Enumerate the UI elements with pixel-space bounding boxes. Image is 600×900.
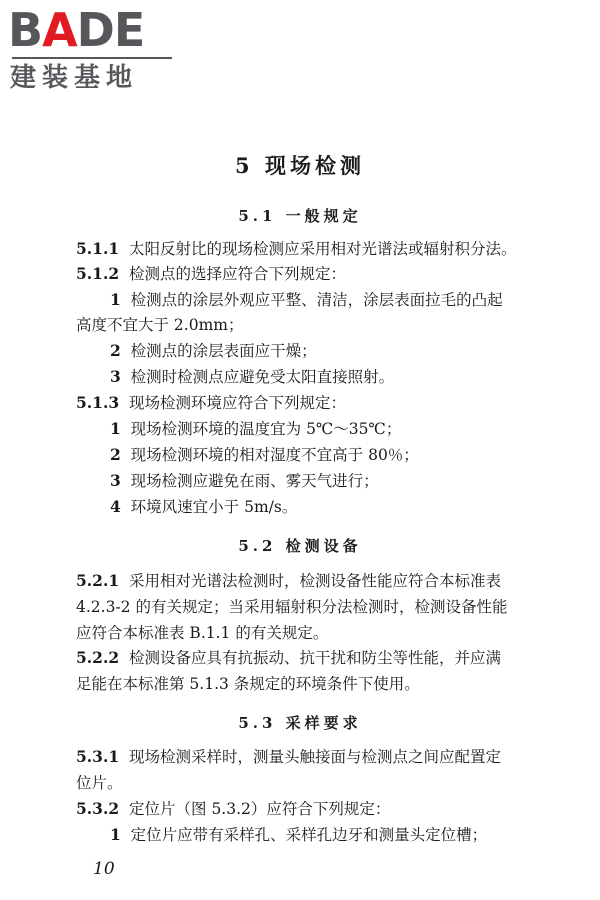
bade-logo (8, 5, 178, 93)
item-line: 4 环境风速宜小于 5m/s。 (110, 497, 298, 516)
continuation-line: 位片。 (76, 774, 123, 792)
item-line: 3 现场检测应避免在雨、雾天气进行； (110, 471, 379, 490)
clause-line: 5.2.1 采用相对光谱法检测时，检测设备性能应符合本标准表 (76, 571, 502, 590)
item-line: 2 现场检测环境的相对湿度不宜高于 80％； (110, 445, 419, 464)
continuation-line: 足能在本标准第 5.1.3 条规定的环境条件下使用。 (76, 675, 420, 693)
section-title: 5.3 采样要求 (238, 714, 362, 732)
item-line: 3 检测时检测点应避免受太阳直接照射。 (110, 367, 395, 386)
clause-line: 5.1.3 现场检测环境应符合下列规定： (76, 393, 347, 412)
section-title: 5.2 检测设备 (238, 537, 362, 555)
section-title: 5.1 一般规定 (238, 207, 362, 225)
clause-line: 5.2.2 检测设备应具有抗振动、抗干扰和防尘等性能，并应满 (76, 648, 502, 667)
item-line: 1 现场检测环境的温度宜为 5℃～35℃； (110, 419, 402, 438)
item-line: 1 检测点的涂层外观应平整、清洁，涂层表面拉毛的凸起 (110, 290, 503, 309)
clause-line: 5.1.1 太阳反射比的现场检测应采用相对光谱法或辐射积分法。 (76, 239, 517, 258)
page-number: 10 (93, 859, 115, 879)
logo-subtitle: 建装基地 (10, 63, 139, 93)
continuation-line: 高度不宜大于 2.0mm； (76, 316, 244, 334)
continuation-line: 应符合本标准表 B.1.1 的有关规定。 (76, 624, 329, 642)
item-line: 2 检测点的涂层表面应干燥； (110, 341, 317, 360)
clause-line: 5.3.2 定位片（图 5.3.2）应符合下列规定： (76, 799, 391, 818)
clause-line: 5.3.1 现场检测采样时，测量头触接面与检测点之间应配置定 (76, 747, 502, 766)
continuation-line: 4.2.3-2 的有关规定；当采用辐射积分法检测时，检测设备性能 (76, 598, 508, 616)
chapter-title: 5 现场检测 (235, 153, 365, 178)
logo-wordmark: BADE (8, 3, 145, 57)
item-line: 1 定位片应带有采样孔、采样孔边牙和测量头定位槽； (110, 825, 488, 844)
logo-divider (12, 57, 172, 59)
clause-line: 5.1.2 检测点的选择应符合下列规定： (76, 264, 347, 283)
